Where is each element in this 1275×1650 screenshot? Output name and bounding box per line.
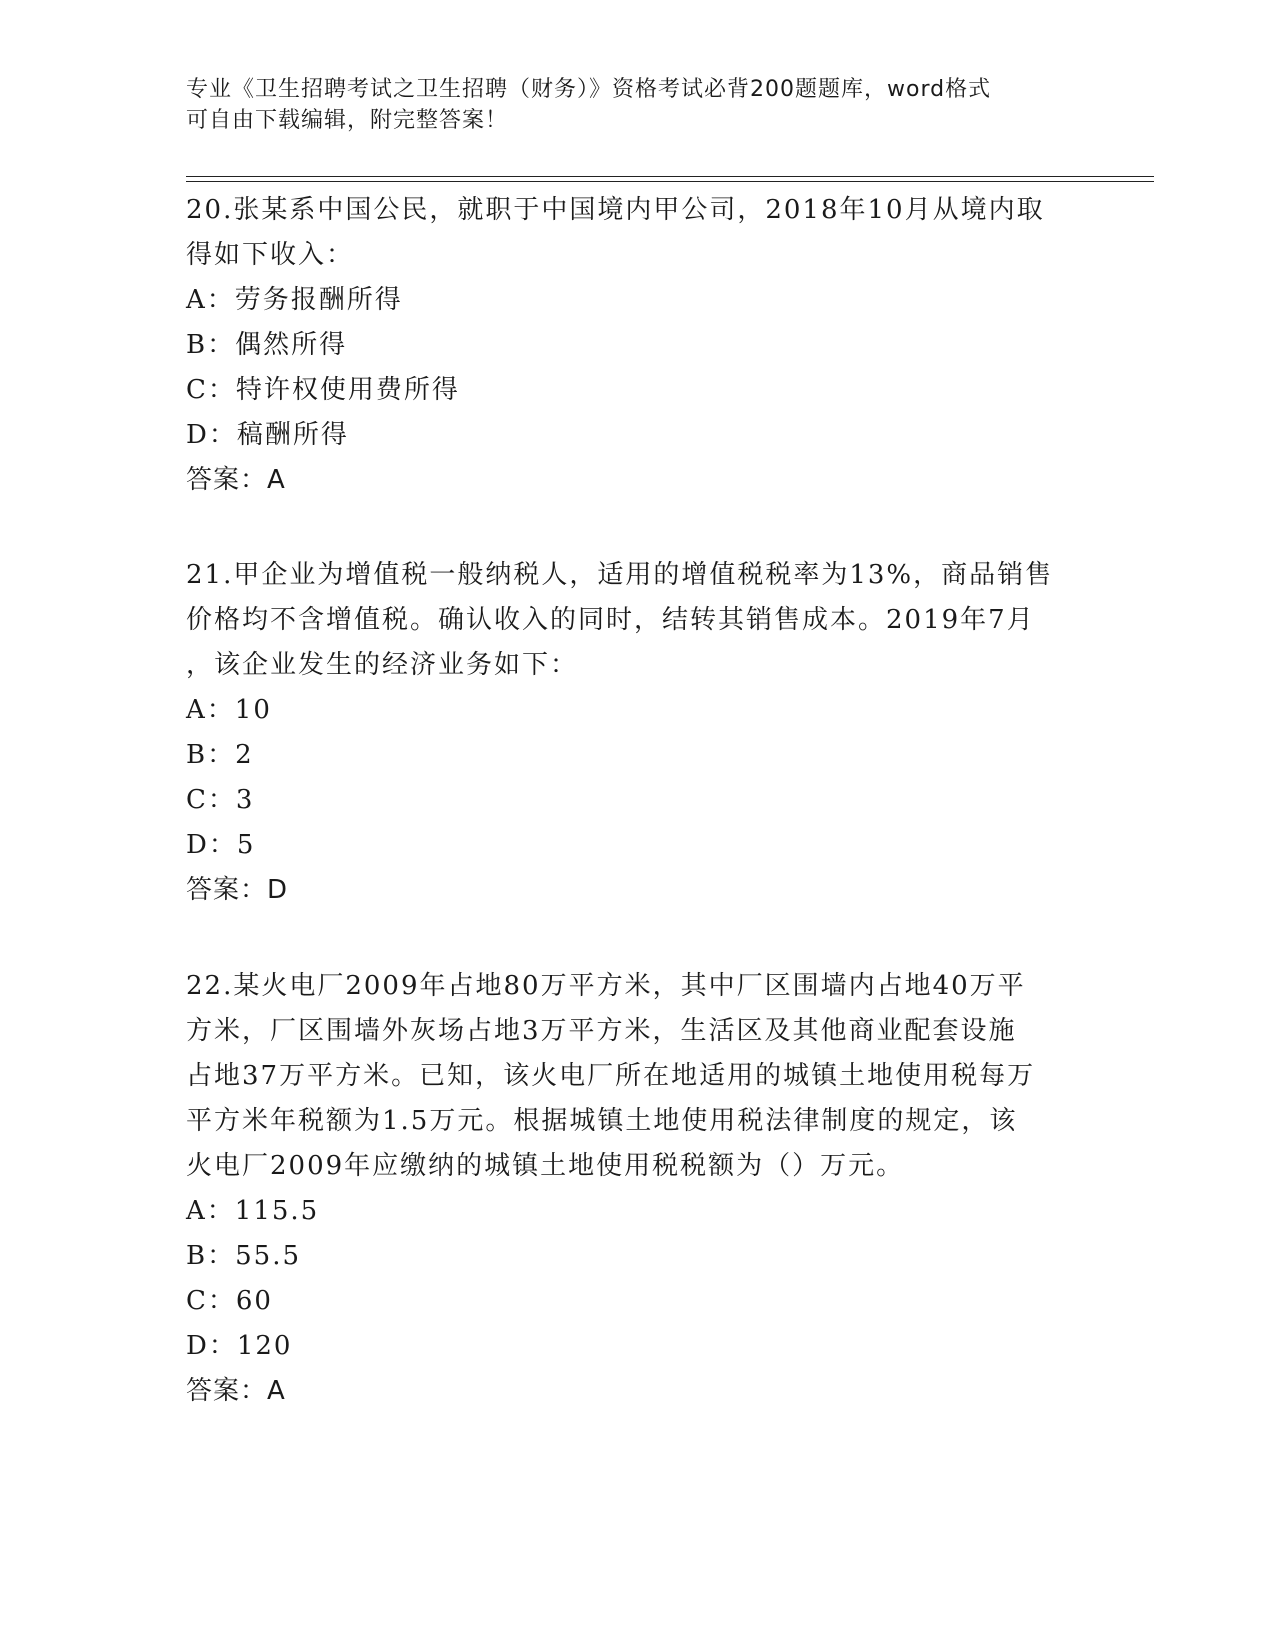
header-line-1: 专业《卫生招聘考试之卫生招聘（财务）》资格考试必背200题题库，word格式 xyxy=(186,77,992,102)
option-c: C：3 xyxy=(186,785,255,815)
header-divider-top xyxy=(186,176,1154,177)
question-stem-line: 22.某火电厂2009年占地80万平方米，其中厂区围墙内占地40万平 xyxy=(186,971,1026,1001)
option-a: A：劳务报酬所得 xyxy=(186,285,403,315)
option-d: D：稿酬所得 xyxy=(186,420,349,450)
answer: 答案：A xyxy=(186,465,286,495)
header-divider-bottom xyxy=(186,181,1154,182)
answer: 答案：D xyxy=(186,875,289,905)
question-stem-line: 平方米年税额为1.5万元。根据城镇土地使用税法律制度的规定，该 xyxy=(186,1106,1018,1136)
header-line-2: 可自由下载编辑，附完整答案！ xyxy=(186,108,509,133)
question-stem-line: 21.甲企业为增值税一般纳税人，适用的增值税税率为13%，商品销售 xyxy=(186,560,1054,590)
question-21 xyxy=(186,553,1086,913)
question-stem-line: 方米，厂区围墙外灰场占地3万平方米，生活区及其他商业配套设施 xyxy=(186,1016,1017,1046)
option-a: A：115.5 xyxy=(186,1196,320,1226)
question-stem-line: 得如下收入： xyxy=(186,240,355,270)
document-header xyxy=(186,74,1066,136)
question-stem-line: 价格均不含增值税。确认收入的同时，结转其销售成本。2019年7月 xyxy=(186,605,1035,635)
question-stem-line: 占地37万平方米。已知，该火电厂所在地适用的城镇土地使用税每万 xyxy=(186,1061,1036,1091)
option-c: C：特许权使用费所得 xyxy=(186,375,460,405)
option-b: B：偶然所得 xyxy=(186,330,348,360)
option-a: A：10 xyxy=(186,695,272,725)
answer: 答案：A xyxy=(186,1376,286,1406)
question-stem-line: 20.张某系中国公民，就职于中国境内甲公司，2018年10月从境内取 xyxy=(186,195,1045,225)
option-b: B：55.5 xyxy=(186,1241,301,1271)
option-d: D：120 xyxy=(186,1331,293,1361)
question-stem-line: 火电厂2009年应缴纳的城镇土地使用税税额为（）万元。 xyxy=(186,1151,905,1181)
option-d: D：5 xyxy=(186,830,256,860)
question-20 xyxy=(186,188,1086,503)
option-b: B：2 xyxy=(186,740,254,770)
question-stem-line: ，该企业发生的经济业务如下： xyxy=(186,650,579,680)
question-22 xyxy=(186,964,1086,1414)
option-c: C：60 xyxy=(186,1286,273,1316)
